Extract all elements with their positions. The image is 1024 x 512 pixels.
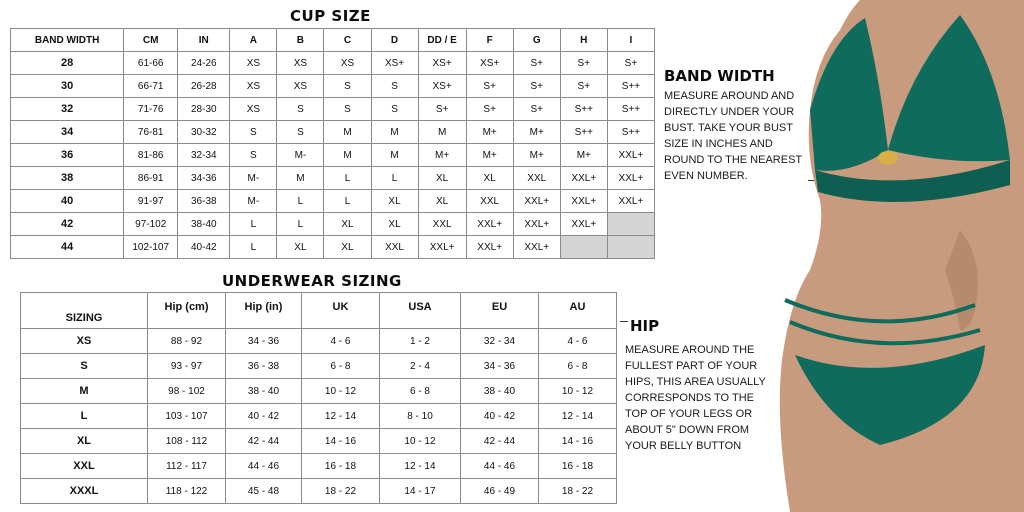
cell-in: 32-34 xyxy=(178,144,230,167)
cell-au: 10 - 12 xyxy=(539,379,617,404)
cell-band-width: 32 xyxy=(11,98,124,121)
cell-eu: 46 - 49 xyxy=(461,479,539,504)
cell-cm: 76-81 xyxy=(124,121,178,144)
cell-cup-f: XL xyxy=(466,167,513,190)
cell-hip-cm: 103 - 107 xyxy=(148,404,226,429)
cup-size-row xyxy=(11,167,655,190)
cell-in: 40-42 xyxy=(178,236,230,259)
cell-cup-h: S+ xyxy=(560,52,607,75)
cell-cup-b: XL xyxy=(277,236,324,259)
cell-band-width: 36 xyxy=(11,144,124,167)
cell-band-width: 34 xyxy=(11,121,124,144)
cell-cup-h: M+ xyxy=(560,144,607,167)
cell-cup-dd-e: S+ xyxy=(418,98,466,121)
cell-cup-f: S+ xyxy=(466,75,513,98)
cell-au: 14 - 16 xyxy=(539,429,617,454)
cell-cup-d: S xyxy=(371,98,418,121)
cup-size-row xyxy=(11,144,655,167)
cup-size-row xyxy=(11,190,655,213)
cell-cm: 86-91 xyxy=(124,167,178,190)
hip-leader-line xyxy=(620,321,628,322)
cup-size-row xyxy=(11,121,655,144)
col-header-cup-h: H xyxy=(560,29,607,52)
cell-cup-d: XL xyxy=(371,213,418,236)
cell-usa: 2 - 4 xyxy=(380,354,461,379)
cell-cm: 91-97 xyxy=(124,190,178,213)
cell-in: 38-40 xyxy=(178,213,230,236)
cell-cup-a: S xyxy=(230,144,277,167)
underwear-sizing-title: UNDERWEAR SIZING xyxy=(222,272,402,290)
cell-cup-d: S xyxy=(371,75,418,98)
cell-cup-g: XXL+ xyxy=(513,213,560,236)
col-header-uk: UK xyxy=(302,293,380,329)
cell-sizing: XL xyxy=(21,429,148,454)
cell-hip-cm: 98 - 102 xyxy=(148,379,226,404)
cell-hip-in: 36 - 38 xyxy=(226,354,302,379)
cell-cup-dd-e: XS+ xyxy=(418,52,466,75)
cell-cup-i: XXL+ xyxy=(607,144,654,167)
cell-band-width: 44 xyxy=(11,236,124,259)
band-width-title: BAND WIDTH xyxy=(664,67,775,85)
cell-in: 26-28 xyxy=(178,75,230,98)
cell-cup-f: XS+ xyxy=(466,52,513,75)
col-header-cup-f: F xyxy=(466,29,513,52)
col-header-hip-in: Hip (in) xyxy=(226,293,302,329)
cell-cup-g: XXL+ xyxy=(513,190,560,213)
cell-cup-f: XXL xyxy=(466,190,513,213)
cell-hip-cm: 112 - 117 xyxy=(148,454,226,479)
cell-band-width: 28 xyxy=(11,52,124,75)
cup-size-row xyxy=(11,98,655,121)
cell-hip-in: 44 - 46 xyxy=(226,454,302,479)
cell-cup-h: S++ xyxy=(560,121,607,144)
cell-eu: 42 - 44 xyxy=(461,429,539,454)
underwear-size-row xyxy=(21,329,617,354)
cell-sizing: L xyxy=(21,404,148,429)
cell-cup-i: XXL+ xyxy=(607,167,654,190)
hip-title: HIP xyxy=(630,317,660,335)
cell-cup-i: S++ xyxy=(607,75,654,98)
cell-cup-g: M+ xyxy=(513,144,560,167)
cup-size-title: CUP SIZE xyxy=(290,7,371,25)
cell-uk: 18 - 22 xyxy=(302,479,380,504)
cell-eu: 38 - 40 xyxy=(461,379,539,404)
cell-cup-b: S xyxy=(277,121,324,144)
cell-cup-i: XXL+ xyxy=(607,190,654,213)
cell-uk: 6 - 8 xyxy=(302,354,380,379)
cell-cup-g: S+ xyxy=(513,52,560,75)
cell-cup-b: M xyxy=(277,167,324,190)
cell-cup-i: S++ xyxy=(607,121,654,144)
cell-usa: 1 - 2 xyxy=(380,329,461,354)
cell-au: 4 - 6 xyxy=(539,329,617,354)
gold-clasp-icon xyxy=(878,151,898,165)
cell-eu: 44 - 46 xyxy=(461,454,539,479)
cell-cup-b: M- xyxy=(277,144,324,167)
cell-cup-dd-e: XS+ xyxy=(418,75,466,98)
cell-hip-in: 40 - 42 xyxy=(226,404,302,429)
cell-cm: 102-107 xyxy=(124,236,178,259)
cell-cup-a: L xyxy=(230,236,277,259)
underwear-size-row xyxy=(21,404,617,429)
band-width-instructions: MEASURE AROUND AND DIRECTLY UNDER YOUR BUST. TAKE YOUR BUST SIZE IN INCHES AND ROUND TO THE NEAREST EVEN NUMBER. xyxy=(664,90,802,182)
cell-cm: 71-76 xyxy=(124,98,178,121)
cell-hip-in: 42 - 44 xyxy=(226,429,302,454)
cell-cup-g: S+ xyxy=(513,98,560,121)
cell-cm: 97-102 xyxy=(124,213,178,236)
col-header-eu: EU xyxy=(461,293,539,329)
cell-cup-d: M xyxy=(371,144,418,167)
underwear-sizing-table xyxy=(20,292,617,504)
cell-hip-in: 38 - 40 xyxy=(226,379,302,404)
cell-cup-c: XL xyxy=(324,236,371,259)
cell-cup-g: M+ xyxy=(513,121,560,144)
cup-size-row xyxy=(11,213,655,236)
cell-cup-b: L xyxy=(277,190,324,213)
underwear-size-row xyxy=(21,479,617,504)
cell-cup-b: S xyxy=(277,98,324,121)
col-header-usa: USA xyxy=(380,293,461,329)
cell-cup-f: XXL+ xyxy=(466,213,513,236)
underwear-size-row xyxy=(21,379,617,404)
col-header-cup-c: C xyxy=(324,29,371,52)
cell-cm: 61-66 xyxy=(124,52,178,75)
cell-sizing: M xyxy=(21,379,148,404)
cell-cup-d: L xyxy=(371,167,418,190)
cell-cup-c: L xyxy=(324,167,371,190)
col-header-cup-g: G xyxy=(513,29,560,52)
cell-uk: 16 - 18 xyxy=(302,454,380,479)
underwear-size-row xyxy=(21,354,617,379)
cell-cup-h: XXL+ xyxy=(560,213,607,236)
cell-cup-f: XXL+ xyxy=(466,236,513,259)
col-header-cup-i: I xyxy=(607,29,654,52)
col-header-cup-d: D xyxy=(371,29,418,52)
cell-cup-c: L xyxy=(324,190,371,213)
cell-cup-c: XS xyxy=(324,52,371,75)
cell-cup-h: XXL+ xyxy=(560,167,607,190)
underwear-size-row xyxy=(21,429,617,454)
cell-cup-d: XXL xyxy=(371,236,418,259)
cell-in: 30-32 xyxy=(178,121,230,144)
cell-au: 12 - 14 xyxy=(539,404,617,429)
cell-cup-dd-e: XXL xyxy=(418,213,466,236)
cell-sizing: XXXL xyxy=(21,479,148,504)
cell-cup-h: S+ xyxy=(560,75,607,98)
cell-cup-dd-e: XXL+ xyxy=(418,236,466,259)
cup-size-row xyxy=(11,236,655,259)
cell-cm: 66-71 xyxy=(124,75,178,98)
cup-header-row xyxy=(11,29,655,52)
cell-cup-a: L xyxy=(230,213,277,236)
cell-sizing: XS xyxy=(21,329,148,354)
cup-size-table xyxy=(10,28,655,259)
cell-cup-g: XXL+ xyxy=(513,236,560,259)
cell-cup-g: S+ xyxy=(513,75,560,98)
cell-in: 34-36 xyxy=(178,167,230,190)
hip-instructions: MEASURE AROUND THE FULLEST PART OF YOUR HIPS, THIS AREA USUALLY CORRESPONDS TO THE TOP OF YOUR LEGS OR ABOUT 5" DOWN FROM YOUR BELLY BUTTON xyxy=(625,344,766,452)
cell-cup-dd-e: M xyxy=(418,121,466,144)
cell-cup-dd-e: M+ xyxy=(418,144,466,167)
cell-band-width: 42 xyxy=(11,213,124,236)
cell-cup-f: S+ xyxy=(466,98,513,121)
cell-hip-cm: 118 - 122 xyxy=(148,479,226,504)
cell-cup-d: XL xyxy=(371,190,418,213)
cell-band-width: 30 xyxy=(11,75,124,98)
cell-in: 36-38 xyxy=(178,190,230,213)
cell-eu: 40 - 42 xyxy=(461,404,539,429)
cell-usa: 10 - 12 xyxy=(380,429,461,454)
cell-cup-h: S++ xyxy=(560,98,607,121)
cell-cup-i xyxy=(607,213,654,236)
cell-cup-i xyxy=(607,236,654,259)
cell-in: 28-30 xyxy=(178,98,230,121)
cell-cup-f: M+ xyxy=(466,144,513,167)
model-photo xyxy=(770,0,1024,512)
underwear-header-row xyxy=(21,293,617,329)
cell-cup-b: XS xyxy=(277,52,324,75)
cell-cup-d: XS+ xyxy=(371,52,418,75)
col-header-in: IN xyxy=(178,29,230,52)
cell-eu: 32 - 34 xyxy=(461,329,539,354)
cell-au: 16 - 18 xyxy=(539,454,617,479)
cell-cup-f: M+ xyxy=(466,121,513,144)
col-header-cup-b: B xyxy=(277,29,324,52)
cup-size-row xyxy=(11,52,655,75)
cell-usa: 8 - 10 xyxy=(380,404,461,429)
cell-cup-h xyxy=(560,236,607,259)
col-header-au: AU xyxy=(539,293,617,329)
cell-band-width: 40 xyxy=(11,190,124,213)
cell-cup-c: M xyxy=(324,121,371,144)
cell-usa: 12 - 14 xyxy=(380,454,461,479)
cell-cup-b: XS xyxy=(277,75,324,98)
col-header-cup-dd-e: DD / E xyxy=(418,29,466,52)
cup-size-row xyxy=(11,75,655,98)
cell-cup-b: L xyxy=(277,213,324,236)
cell-au: 18 - 22 xyxy=(539,479,617,504)
cell-eu: 34 - 36 xyxy=(461,354,539,379)
cell-cup-c: XL xyxy=(324,213,371,236)
cell-band-width: 38 xyxy=(11,167,124,190)
cell-au: 6 - 8 xyxy=(539,354,617,379)
cell-cup-c: S xyxy=(324,75,371,98)
cell-cup-i: S++ xyxy=(607,98,654,121)
cell-uk: 4 - 6 xyxy=(302,329,380,354)
cell-cup-h: XXL+ xyxy=(560,190,607,213)
cell-cm: 81-86 xyxy=(124,144,178,167)
cell-cup-dd-e: XL xyxy=(418,190,466,213)
cell-cup-d: M xyxy=(371,121,418,144)
col-header-sizing: SIZING xyxy=(21,293,148,329)
cell-uk: 10 - 12 xyxy=(302,379,380,404)
cell-sizing: S xyxy=(21,354,148,379)
col-header-hip-cm: Hip (cm) xyxy=(148,293,226,329)
cell-cup-a: M- xyxy=(230,190,277,213)
cell-cup-a: S xyxy=(230,121,277,144)
cell-in: 24-26 xyxy=(178,52,230,75)
underwear-size-row xyxy=(21,454,617,479)
cell-hip-cm: 108 - 112 xyxy=(148,429,226,454)
cell-hip-cm: 88 - 92 xyxy=(148,329,226,354)
cell-usa: 14 - 17 xyxy=(380,479,461,504)
col-header-cm: CM xyxy=(124,29,178,52)
cell-cup-c: M xyxy=(324,144,371,167)
cell-cup-i: S+ xyxy=(607,52,654,75)
cell-cup-g: XXL xyxy=(513,167,560,190)
col-header-cup-a: A xyxy=(230,29,277,52)
cell-uk: 14 - 16 xyxy=(302,429,380,454)
cell-cup-dd-e: XL xyxy=(418,167,466,190)
cell-sizing: XXL xyxy=(21,454,148,479)
cell-cup-a: XS xyxy=(230,75,277,98)
cell-cup-a: XS xyxy=(230,98,277,121)
cell-cup-a: XS xyxy=(230,52,277,75)
cell-usa: 6 - 8 xyxy=(380,379,461,404)
cell-hip-in: 34 - 36 xyxy=(226,329,302,354)
cell-hip-cm: 93 - 97 xyxy=(148,354,226,379)
cell-cup-c: S xyxy=(324,98,371,121)
col-header-band-width: BAND WIDTH xyxy=(11,29,124,52)
cell-cup-a: M- xyxy=(230,167,277,190)
cell-hip-in: 45 - 48 xyxy=(226,479,302,504)
cell-uk: 12 - 14 xyxy=(302,404,380,429)
